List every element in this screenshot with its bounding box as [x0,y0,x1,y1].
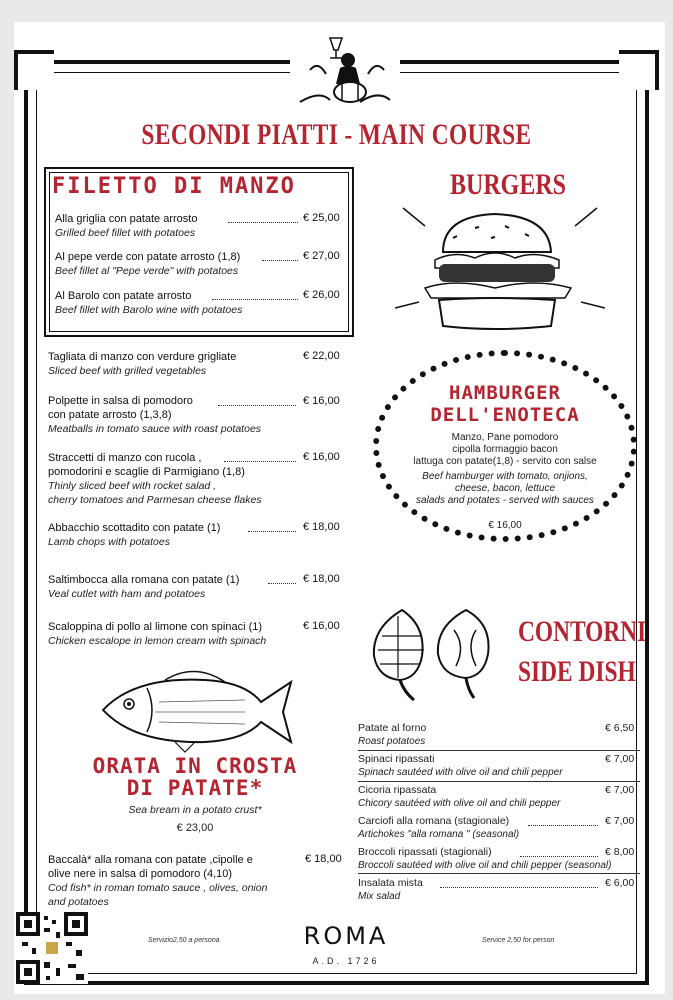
item-price: € 16,00 [303,620,340,632]
item-price: € 16,00 [303,395,340,407]
filetto-item [55,289,242,317]
item-name: Alla griglia con patate arrosto [55,213,198,225]
hamburger-title-line: HAMBURGER [449,382,561,404]
side-item [358,877,630,903]
item-name: Straccetti di manzo con rucola , [48,452,202,464]
filetto-item [55,250,240,278]
leader-dots [228,222,298,223]
side-item [358,846,630,872]
item-name: Baccalà* alla romana con patate ,cipolle e [48,854,253,866]
filetto-title: FILETTO DI MANZO [52,174,296,199]
burgers-title: BURGERS [450,168,567,201]
leader-dots [262,260,298,261]
item-name: Patate al forno [358,722,427,734]
item-desc: Meatballs in tomato sauce with roast potatoes [48,423,262,435]
item-desc: Cod fish* in roman tomato sauce , olives, onion [48,882,268,894]
hamburger-title-line: DELL'ENOTECA [430,404,580,426]
item-desc: Mix salad [358,891,401,902]
leader-dots [224,461,296,462]
item-desc: Beef fillet with Barolo wine with potatoes [55,304,243,316]
leader-dots [528,825,598,826]
leader-dots [440,887,598,888]
item-name: Carciofi alla romana (stagionale) [358,815,510,827]
hamburger-price: € 16,00 [488,520,522,531]
hamburger-desc-it: Manzo, Pane pomodoro [451,432,559,443]
orata-price: € 23,00 [176,822,214,834]
item-price: € 25,00 [303,212,340,224]
hamburger-desc-en: Beef hamburger with tomato, onjions, [422,471,588,482]
side-item [358,753,630,779]
item-desc: Roast potatoes [358,736,426,747]
burger-illustration-icon [395,198,605,338]
menu-item [48,521,220,549]
leader-dots [212,299,298,300]
artichoke-illustration-icon [368,606,498,702]
item-price: € 7,00 [605,753,635,765]
contorni-title-line: CONTORNI [518,615,647,648]
item-price: € 27,00 [303,250,340,262]
hamburger-title [380,382,630,426]
item-price: € 22,00 [303,350,340,362]
menu-item [48,573,239,601]
roma-year: A.D. 1726 [312,956,380,966]
leader-dots [520,856,598,857]
item-name: Abbacchio scottadito con patate (1) [48,522,221,534]
menu-item [48,394,261,436]
menu-item [48,451,262,507]
leader-dots [218,405,296,406]
item-name: Tagliata di manzo con verdure grigliate [48,351,237,363]
bacchus-logo-icon [290,30,400,110]
contorni-title-line: SIDE DISH [518,655,636,688]
item-name: Saltimbocca alla romana con patate (1) [48,574,240,586]
item-name: Al pepe verde con patate arrosto (1,8) [55,251,241,263]
orata-title [45,755,345,799]
item-name: Scaloppina di pollo al limone con spinaci (1) [48,621,263,633]
item-desc: Lamb chops with potatoes [48,536,170,548]
qr-code-icon[interactable] [16,912,88,984]
orata-title-line: DI PATATE* [126,776,264,800]
frame-corner-right [619,50,659,90]
contorni-title [518,612,646,692]
side-item [358,815,630,841]
item-desc: Broccoli sautéed with olive oil and chili pepper (seasonal) [358,860,612,871]
service-note-it: Servizio2,50 a persona [148,937,220,944]
item-desc: Thinly sliced beef with rocket salad , [48,480,217,492]
item-desc: Spinach sautéed with olive oil and chili pepper [358,767,563,778]
side-item [358,784,630,810]
item-price: € 6,00 [605,877,635,889]
menu-item [48,350,236,378]
item-desc: and potatoes [48,896,109,908]
item-desc: Veal cutlet with ham and potatoes [48,588,206,600]
divider [358,873,640,874]
divider [358,750,640,751]
item-name: pomodorini e scaglie di Parmigiano (1,8) [48,466,245,478]
item-price: € 18,00 [303,573,340,585]
menu-item [48,853,267,909]
fish-illustration-icon [95,662,295,754]
hamburger-desc-en: salads and potates - served with sauces [416,495,594,506]
item-desc: Beef fillet al "Pepe verde" with potatoes [55,265,239,277]
divider [358,781,640,782]
item-price: € 18,00 [303,521,340,533]
item-price: € 7,00 [605,815,635,827]
item-desc: Sliced beef with grilled vegetables [48,365,207,377]
item-name: Cicoria ripassata [358,784,437,796]
item-name: con patate arrosto (1,3,8) [48,409,172,421]
leader-dots [268,583,296,584]
item-price: € 16,00 [303,451,340,463]
item-name: olive nere in salsa di pomodoro (4,10) [48,868,233,880]
service-note-en: Service 2,50 for person [482,937,555,944]
leader-dots [248,531,296,532]
orata-title-line: ORATA IN CROSTA [92,754,298,778]
page-title: SECONDI PIATTI - MAIN COURSE [141,118,532,151]
item-price: € 26,00 [303,289,340,301]
item-desc: Artichokes "alla romana " (seasonal) [358,829,520,840]
item-name: Broccoli ripassati (stagionali) [358,846,492,858]
roma-logo-text: ROMA [303,922,389,950]
item-name: Insalata mista [358,877,423,889]
item-desc: cherry tomatoes and Parmesan cheese flakes [48,494,262,506]
item-desc: Chicory sautéed with olive oil and chili pepper [358,798,561,809]
item-desc: Chicken escalope in lemon cream with spinach [48,635,267,647]
hamburger-desc-en: cheese, bacon, lettuce [454,483,556,494]
frame-corner-left [14,50,54,90]
item-price: € 7,00 [605,784,635,796]
item-name: Spinaci ripassati [358,753,435,765]
item-name: Al Barolo con patate arrosto [55,290,192,302]
orata-desc: Sea bream in a potato crust* [128,804,262,816]
item-price: € 18,00 [305,853,342,865]
hamburger-desc-it: cipolla formaggio bacon [452,444,558,455]
item-price: € 6,50 [605,722,635,734]
filetto-item [55,212,197,240]
item-desc: Grilled beef fillet with potatoes [55,227,196,239]
hamburger-desc-it: lattuga con patate(1,8) - servito con salse [413,456,597,467]
menu-item [48,620,266,648]
side-item [358,722,630,748]
item-price: € 8,00 [605,846,635,858]
item-name: Polpette in salsa di pomodoro [48,395,193,407]
